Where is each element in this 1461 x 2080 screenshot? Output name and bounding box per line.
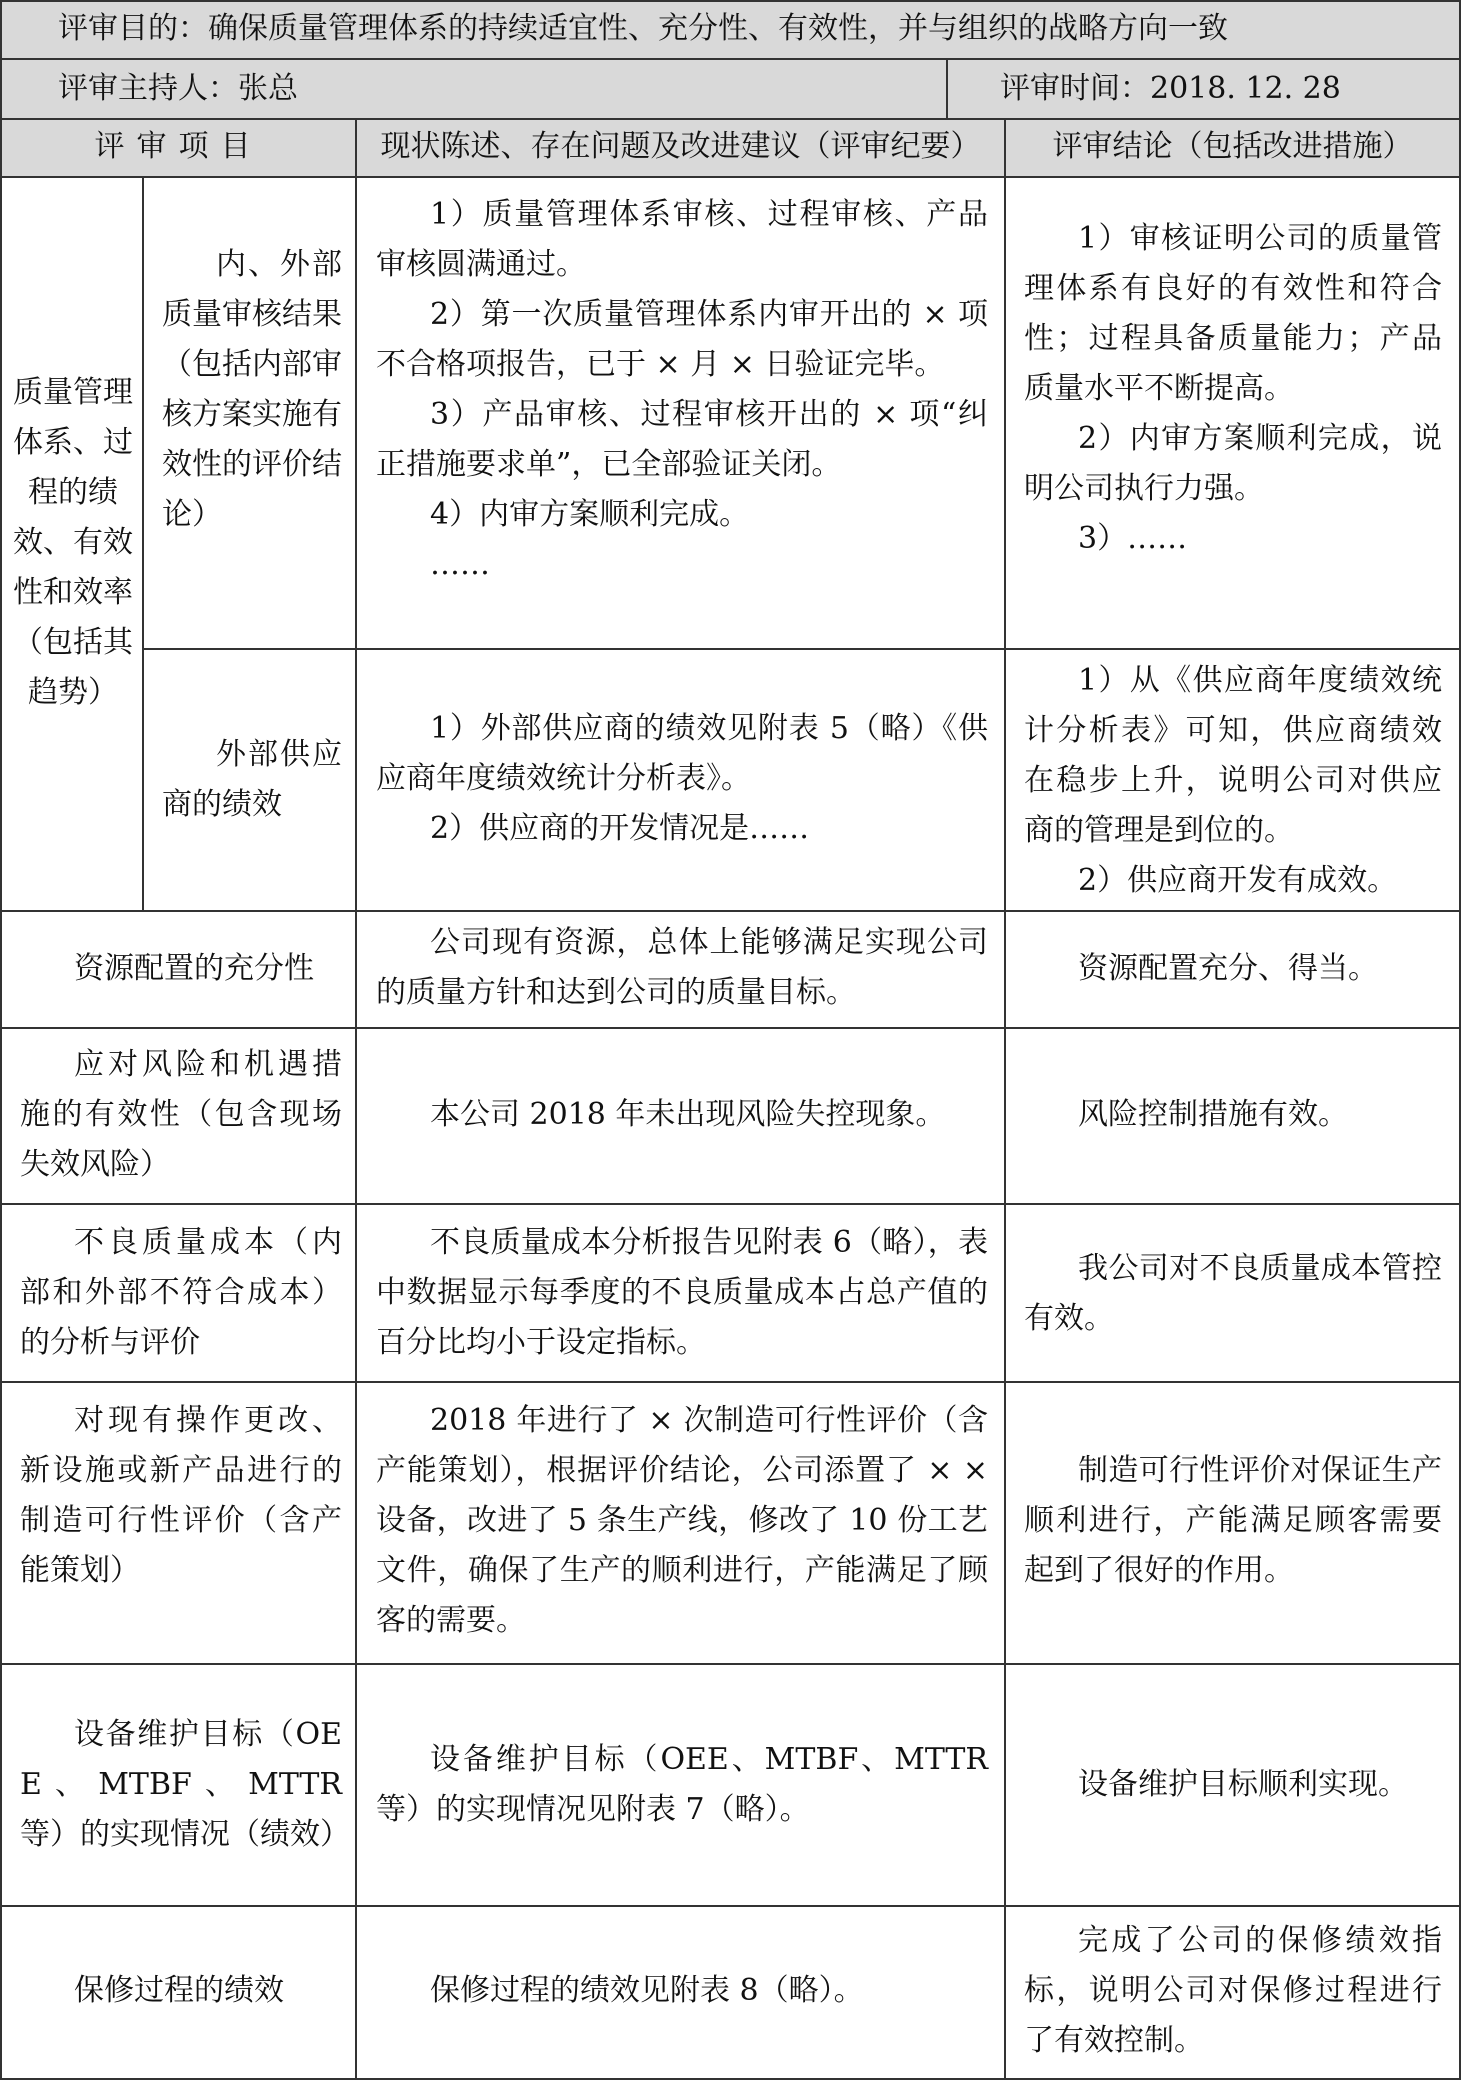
conclusion-resources [1024, 944, 1442, 994]
status-line: 4）内审方案顺利完成。 [430, 497, 750, 532]
status-line: 保修过程的绩效见附表 8（略）。 [430, 1973, 864, 2008]
status-risk [376, 1090, 988, 1140]
conclusion-line: 我公司对不良质量成本管控有效。 [1024, 1251, 1442, 1336]
item-label-audit-results [162, 240, 342, 540]
status-line: 2018 年进行了 × 次制造可行性评价（含产能策划），根据评价结论，公司添置了 × × 设备，改进了 5 条生产线，修改了 10 份工艺文件，确保了生产的顺利进行，产能满足了顾客的需要。 [376, 1403, 988, 1638]
column-header-item: 评审项目 [94, 129, 263, 164]
item-label-audit-results-text: 内、外部质量审核结果（包括内部审核方案实施有效性的评价结论） [162, 247, 342, 532]
status-line: 公司现有资源，总体上能够满足实现公司的质量方针和达到公司的质量目标。 [376, 925, 988, 1010]
status-supplier-performance [376, 704, 988, 854]
item-label-risk [20, 1040, 342, 1190]
status-line: …… [430, 547, 490, 582]
conclusion-line: 完成了公司的保修绩效指标，说明公司对保修过程进行了有效控制。 [1024, 1923, 1442, 2058]
conclusion-warranty [1024, 1916, 1442, 2066]
conclusion-line: 风险控制措施有效。 [1078, 1097, 1348, 1132]
status-resources [376, 918, 988, 1018]
review-time: 评审时间：2018. 12. 28 [1000, 71, 1341, 106]
item-label-feasibility-text: 对现有操作更改、新设施或新产品进行的制造可行性评价（含产能策划） [20, 1403, 342, 1588]
status-line: 1）质量管理体系审核、过程审核、产品审核圆满通过。 [376, 197, 988, 282]
item-label-warranty-text: 保修过程的绩效 [74, 1973, 284, 2008]
conclusion-risk [1024, 1090, 1442, 1140]
item-label-equipment-maintenance [20, 1710, 350, 1860]
column-header-status: 现状陈述、存在问题及改进建议（评审纪要） [380, 129, 981, 164]
conclusion-line: 1）从《供应商年度绩效统计分析表》可知，供应商绩效在稳步上升，说明公司对供应商的管理是到位的。 [1024, 663, 1442, 848]
status-line: 不良质量成本分析报告见附表 6（略），表中数据显示每季度的不良质量成本占总产值的百分比均小于设定指标。 [376, 1225, 988, 1360]
item-label-equipment-maintenance-text: 设备维护目标（OEE、MTBF、MTTR 等）的实现情况（绩效） [20, 1717, 350, 1852]
status-line: 本公司 2018 年未出现风险失控现象。 [430, 1097, 946, 1132]
status-audit-results [376, 190, 988, 590]
review-host: 评审主持人：张总 [58, 71, 298, 106]
item-label-resources [20, 944, 342, 994]
status-line: 3）产品审核、过程审核开出的 × 项“纠正措施要求单”，已全部验证关闭。 [376, 397, 988, 482]
conclusion-equipment-maintenance [1024, 1760, 1442, 1810]
conclusion-supplier-performance [1024, 656, 1442, 906]
item-label-warranty [20, 1966, 342, 2016]
conclusion-line: 2）供应商开发有成效。 [1078, 863, 1398, 898]
conclusion-line: 制造可行性评价对保证生产顺利进行，产能满足顾客需要起到了很好的作用。 [1024, 1453, 1442, 1588]
status-line: 2）供应商的开发情况是…… [430, 811, 810, 846]
conclusion-cost-of-poor-quality [1024, 1244, 1442, 1344]
item-label-feasibility [20, 1396, 342, 1596]
conclusion-line: 2）内审方案顺利完成，说明公司执行力强。 [1024, 421, 1442, 506]
group-label-qms-performance: 质量管理体系、过程的绩效、有效性和效率（包括其趋势） [13, 375, 133, 710]
item-label-cost-of-poor-quality [20, 1218, 342, 1368]
item-label-supplier-performance-text: 外部供应商的绩效 [162, 737, 342, 822]
status-line: 2）第一次质量管理体系内审开出的 × 项不合格项报告，已于 × 月 × 日验证完毕。 [376, 297, 988, 382]
status-equipment-maintenance [376, 1735, 988, 1835]
item-label-risk-text: 应对风险和机遇措施的有效性（包含现场失效风险） [20, 1047, 342, 1182]
status-line: 1）外部供应商的绩效见附表 5（略）《供应商年度绩效统计分析表》。 [376, 711, 988, 796]
conclusion-line: 1）审核证明公司的质量管理体系有良好的有效性和符合性；过程具备质量能力；产品质量水平不断提高。 [1024, 221, 1442, 406]
conclusion-line: 资源配置充分、得当。 [1078, 951, 1378, 986]
review-purpose: 评审目的：确保质量管理体系的持续适宜性、充分性、有效性，并与组织的战略方向一致 [58, 11, 1228, 46]
conclusion-line: 设备维护目标顺利实现。 [1078, 1767, 1408, 1802]
status-feasibility [376, 1396, 988, 1646]
column-header-conclusion: 评审结论（包括改进措施） [1052, 129, 1413, 164]
item-label-cost-of-poor-quality-text: 不良质量成本（内部和外部不符合成本）的分析与评价 [20, 1225, 342, 1360]
conclusion-audit-results [1024, 214, 1442, 564]
item-label-supplier-performance [162, 730, 342, 830]
status-cost-of-poor-quality [376, 1218, 988, 1368]
status-line: 设备维护目标（OEE、MTBF、MTTR 等）的实现情况见附表 7（略）。 [376, 1742, 988, 1827]
item-label-resources-text: 资源配置的充分性 [74, 951, 314, 986]
conclusion-line: 3）…… [1078, 521, 1188, 556]
conclusion-feasibility [1024, 1446, 1442, 1596]
status-warranty [376, 1966, 988, 2016]
